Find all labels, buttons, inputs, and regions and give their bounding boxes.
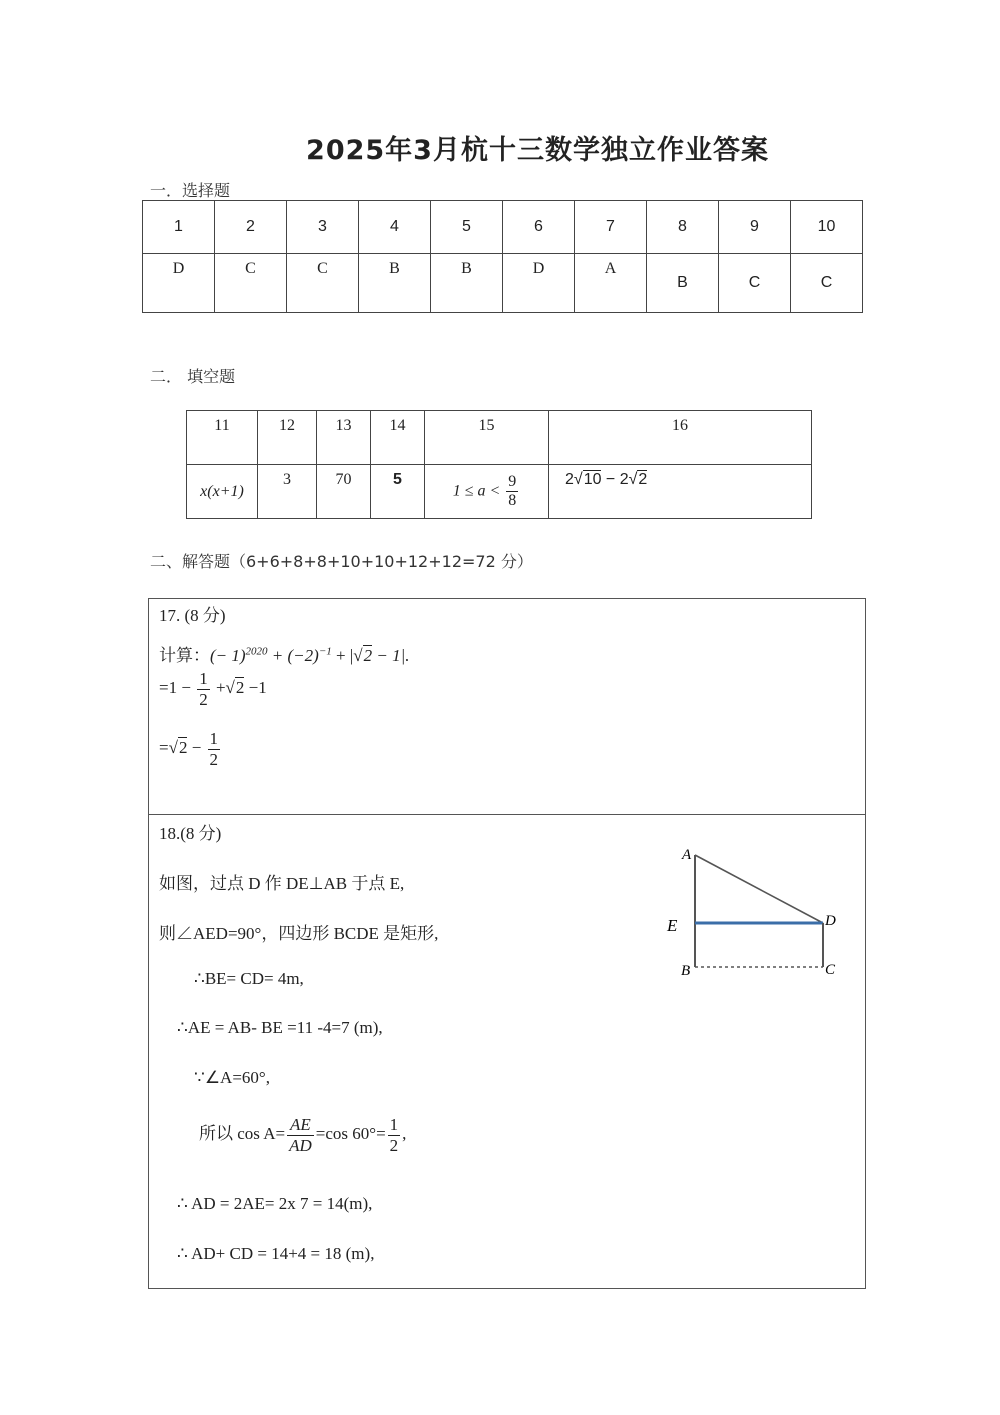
mc-number: 10: [791, 201, 863, 254]
fb-answer-12: 3: [258, 465, 317, 519]
label-b: B: [681, 963, 691, 979]
exponent: 2020: [245, 645, 268, 658]
radicand: 2: [363, 646, 373, 665]
radicand: 2: [178, 737, 188, 757]
mc-answer: C: [791, 254, 863, 313]
mc-number: 9: [719, 201, 791, 254]
step-text: −: [187, 737, 202, 757]
mc-answer: C: [719, 254, 791, 313]
term: (− 1): [210, 646, 246, 665]
step-text: −1: [244, 677, 267, 697]
coef: 2: [565, 471, 574, 488]
fb-number: 13: [317, 411, 371, 465]
denominator: 8: [508, 492, 517, 509]
fraction: [287, 1115, 314, 1155]
step-text: +: [215, 677, 226, 697]
numerator: 1: [209, 729, 219, 748]
mc-number: 3: [287, 201, 359, 254]
mc-answer: B: [647, 254, 719, 313]
mc-answer: B: [431, 254, 503, 313]
q17-problem: 计算：(− $1)^{2020} + (-2)^{-1} + |√2 - 1|$.: [159, 645, 410, 665]
numerator: 1: [199, 669, 208, 688]
calc-label: 计算：: [159, 646, 210, 665]
q18-line7: ∴ AD = 2AE= 2x 7 = 14(m),: [177, 1194, 373, 1213]
fb-answer-11: x(x+1): [187, 465, 258, 519]
section-fill-blank-heading: 二． 填空题: [150, 367, 236, 386]
term: − 1|.: [372, 646, 410, 665]
q17-header: 17. (8 分): [159, 606, 226, 625]
q18-line1: 如图，过点 D 作 DE⊥AB 于点 E,: [159, 874, 405, 893]
q18-line8: ∴ AD+ CD = 14+4 = 18 (m),: [177, 1244, 375, 1263]
step-text: 所以 cos A=: [199, 1123, 286, 1143]
label-d: D: [825, 913, 836, 929]
mc-number: 8: [647, 201, 719, 254]
step-text: =cos 60°=: [315, 1123, 386, 1143]
fb-number: 14: [371, 411, 425, 465]
denominator: AD: [289, 1135, 312, 1155]
step-text: =1 −: [159, 677, 191, 697]
mc-number: 6: [503, 201, 575, 254]
q18-header: 18.(8 分): [159, 824, 222, 843]
multiple-choice-table: [142, 200, 863, 313]
q18-line3: ∴BE= CD= 4m,: [194, 969, 304, 988]
q17-step1: =1 − $\frac{1}{2}$ +√2 −1: [159, 669, 267, 709]
q18-line4: ∴AE = AB- BE =11 -4=7 (m),: [177, 1018, 383, 1037]
mc-answer: C: [287, 254, 359, 313]
radicand: 2: [638, 471, 648, 488]
page-title: 2025年3月杭十三数学独立作业答案: [306, 135, 769, 166]
q18-line5: ∵∠A=60°,: [194, 1068, 270, 1087]
section-multiple-choice-heading: 一．选择题: [150, 181, 231, 200]
fb-number: 11: [187, 411, 258, 465]
section-solutions-heading: 二、解答题（6+6+8+8+10+10+12+12=72 分）: [150, 552, 533, 571]
numerator: 1: [389, 1115, 399, 1134]
mc-number: 4: [359, 201, 431, 254]
fb-answer-14: 5: [371, 465, 425, 519]
step-text: =: [159, 737, 169, 757]
fraction: [208, 729, 221, 769]
step-text: ,: [402, 1123, 407, 1143]
fill-blank-table: [186, 410, 812, 519]
q18-line2: 则∠AED=90°，四边形 BCDE 是矩形,: [159, 924, 439, 943]
fb-number: 15: [425, 411, 549, 465]
fraction: [506, 473, 518, 511]
mc-number: 2: [215, 201, 287, 254]
q18-box: [148, 814, 866, 1289]
mc-number: 1: [143, 201, 215, 254]
fraction: [388, 1115, 401, 1155]
numerator: AE: [287, 1115, 314, 1136]
mc-answer: B: [359, 254, 431, 313]
mc-number: 7: [575, 201, 647, 254]
fb-answer-13: 70: [317, 465, 371, 519]
radicand: 2: [235, 677, 245, 697]
label-e: E: [667, 916, 678, 935]
fb-number: 16: [549, 411, 812, 465]
term: + |: [331, 646, 354, 665]
label-c: C: [825, 962, 836, 978]
q18-line6: [199, 1115, 406, 1155]
label-a: A: [682, 847, 692, 863]
exponent: −1: [318, 645, 332, 658]
q17-box: [148, 598, 866, 815]
fb-number: 12: [258, 411, 317, 465]
radicand: 10: [583, 471, 602, 488]
fb-answer-15-ineq: 1 ≤ a <: [452, 482, 501, 500]
term: + (−2): [267, 646, 319, 665]
q18-figure: [659, 843, 859, 983]
numerator: 9: [506, 473, 518, 492]
segment-ad: [695, 855, 823, 923]
denominator: 2: [199, 689, 208, 709]
mc-answer: A: [575, 254, 647, 313]
denominator: 2: [389, 1135, 399, 1155]
mc-answer: D: [503, 254, 575, 313]
fb-answer-16: 2√10 − 2√2: [549, 465, 812, 519]
mc-number: 5: [431, 201, 503, 254]
mc-answer: D: [143, 254, 215, 313]
minus-term: − 2: [601, 471, 629, 488]
fb-answer-15: [425, 465, 549, 519]
denominator: 2: [209, 749, 219, 769]
mc-answer: C: [215, 254, 287, 313]
q17-step2: =√2 − $\frac{1}{2}$: [159, 729, 219, 769]
fraction: [197, 669, 210, 709]
